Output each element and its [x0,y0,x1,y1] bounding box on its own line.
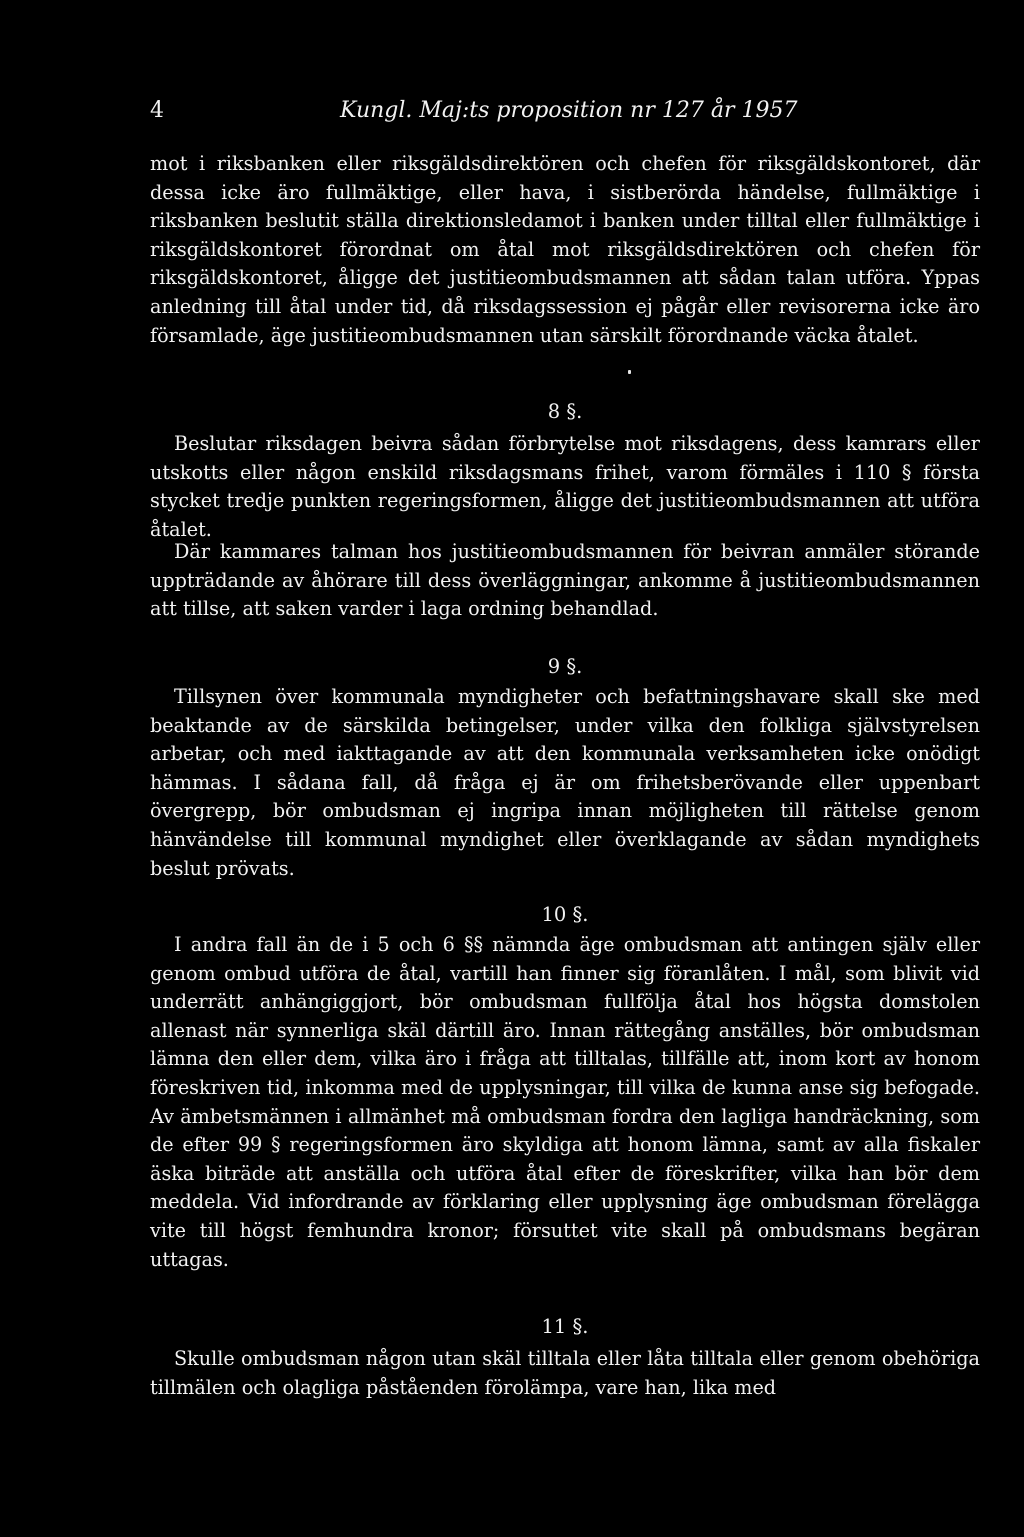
section-heading-10: 10 §. [541,903,589,926]
page-number: 4 [150,98,164,123]
page-header [150,98,830,138]
section-heading-11: 11 §. [541,1315,589,1338]
section-10-paragraph-1: I andra fall än de i 5 och 6 §§ nämnda äge ombudsman att antingen själv eller genom ombud utföra de åtal, vartill han finner sig föranlåten. I mål, som blivit vid underrätt anhängiggjort, bör ombudsman fullfölja åtal hos högsta domstolen allenast när synnerliga skäl därtill äro. Innan rättegång anställes, bör ombudsman lämna den eller dem, vilka äro i fråga att tilltalas, tillfälle att, inom kort av honom föreskriven tid, inkomma med de upplysningar, till vilka de kunna anse sig befogade. Av ämbetsmännen i allmänhet må ombudsman fordra den lagliga handräckning, som de efter 99 § regeringsformen äro skyldiga att honom lämna, samt av alla fiskaler äska biträde att anställa och utföra åtal efter de föreskrifter, vilka han bör dem meddela. Vid infordrande av förklaring eller upplysning äge ombudsman förelägga vite till högst femhundra kronor; försuttet vite skall på ombudsmans begäran uttagas. [150,933,980,1271]
section-8-paragraph-1: Beslutar riksdagen beivra sådan förbrytelse mot riksdagens, dess kamrars eller utskotts eller någon enskild riksdagsmans frihet, varom förmäles i 110 § första stycket tredje punkten regeringsformen, åligge det justitieombudsmannen att utföra åtalet. [150,432,980,541]
section-9-paragraph-1: Tillsynen över kommunala myndigheter och befattningshavare skall ske med beaktande av de särskilda betingelser, under vilka den folkliga självstyrelsen arbetar, och med iakttagande av att den kommunala verksamheten icke onödigt hämmas. I sådana fall, då fråga ej är om frihetsberövande eller uppenbart övergrepp, bör ombudsman ej ingripa innan möjligheten till rättelse genom hänvändelse till kommunal myndighet eller överklagande av sådan myndighets beslut prövats. [150,685,980,880]
section-11-paragraph-1: Skulle ombudsman någon utan skäl tilltala eller låta tilltala eller genom obehöriga tillmälen och olagliga påståenden förolämpa, vare han, lika med [150,1347,980,1399]
section-heading-8: 8 §. [547,400,583,423]
running-title: Kungl. Maj:ts proposition nr 127 år 1957 [340,98,798,123]
section-8-paragraph-2: Där kammares talman hos justitieombudsmannen för beivran anmäler störande uppträdande av åhörare till dess överläggningar, ankomme å justitieombudsmannen att tillse, att saken varder i laga ordning behandlad. [150,540,980,621]
print-speck [628,370,631,374]
paragraph-continuation: mot i riksbanken eller riksgäldsdirektören och chefen för riksgäldskontoret, där dessa icke äro fullmäktige, eller hava, i sistberörda händelse, fullmäktige i riksbanken beslutit ställa direktionsledamot i banken under tilltal eller fullmäktige i riksgäldskontoret förordnat om åtal mot riksgäldsdirektören och chefen för riksgäldskontoret, åligge det justitieombudsmannen att sådan talan utföra. Yppas anledning till åtal under tid, då riksdagssession ej pågår eller revisorerna icke äro församlade, äge justitieombudsmannen utan särskilt förordnande väcka åtalet. [150,152,980,347]
section-heading-9: 9 §. [547,655,583,678]
